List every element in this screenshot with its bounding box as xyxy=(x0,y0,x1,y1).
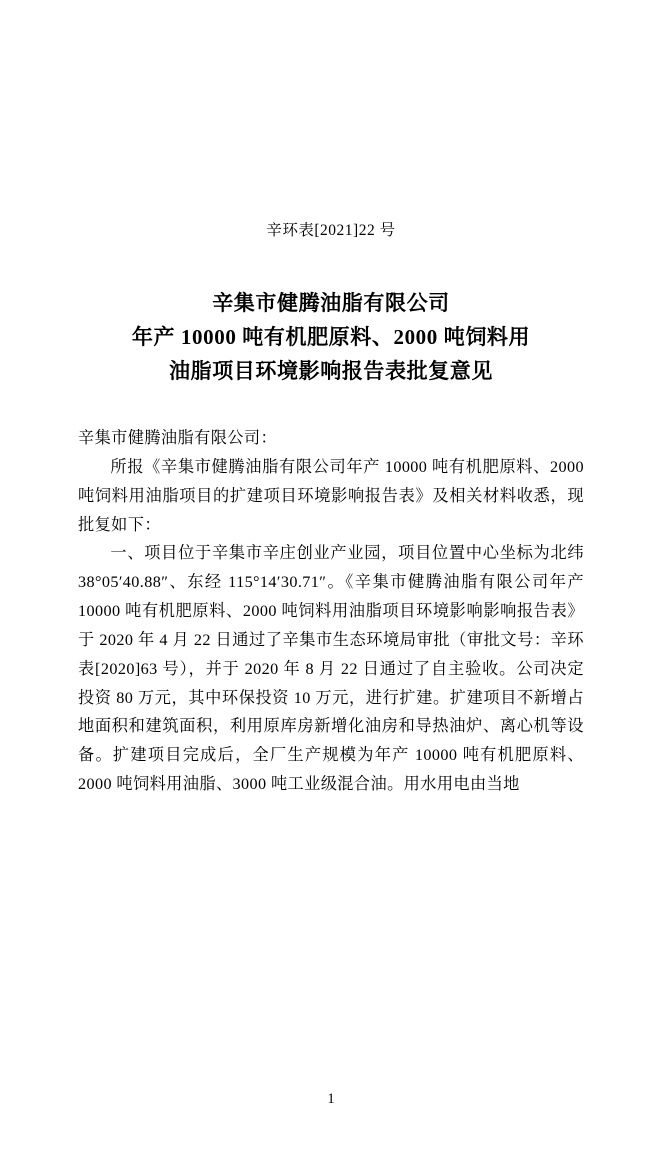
document-number: 辛环表[2021]22 号 xyxy=(266,222,396,239)
page-number: 1 xyxy=(327,1091,335,1107)
document-body xyxy=(78,424,584,799)
paragraph-2: 一、项目位于辛集市辛庄创业产业园，项目位置中心坐标为北纬 38°05′40.88″、东经 115°14′30.71″。《辛集市健腾油脂有限公司年产 10000 吨有机肥原料、2000 吨饲料用油脂项目环境影响影响报告表》于 2020 年 4 月 22 日通过了辛集市生态环境局审批（审批文号：辛环表[2020]63 号），并于 2020 年 8 月 22 日通过了自主验收。公司决定投资 80 万元，其中环保投资 10 万元，进行扩建。扩建项目不新增占地面积和建筑面积，利用原库房新增化油房和导热油炉、离心机等设备。扩建项目完成后，全厂生产规模为年产 10000 吨有机肥原料、2000 吨饲料用油脂、3000 吨工业级混合油。用水用电由当地 xyxy=(78,544,584,793)
document-page xyxy=(0,218,662,1154)
paragraph-1: 所报《辛集市健腾油脂有限公司年产 10000 吨有机肥原料、2000 吨饲料用油脂项目的扩建项目环境影响报告表》及相关材料收悉，现批复如下： xyxy=(78,457,584,534)
title-line-2: 年产 10000 吨有机肥原料、2000 吨饲料用 xyxy=(131,325,531,350)
title-line-3: 油脂项目环境影响报告表批复意见 xyxy=(169,359,493,384)
document-title xyxy=(78,286,584,388)
title-line-1: 辛集市健腾油脂有限公司 xyxy=(212,291,450,315)
salutation: 辛集市健腾油脂有限公司： xyxy=(78,429,278,448)
